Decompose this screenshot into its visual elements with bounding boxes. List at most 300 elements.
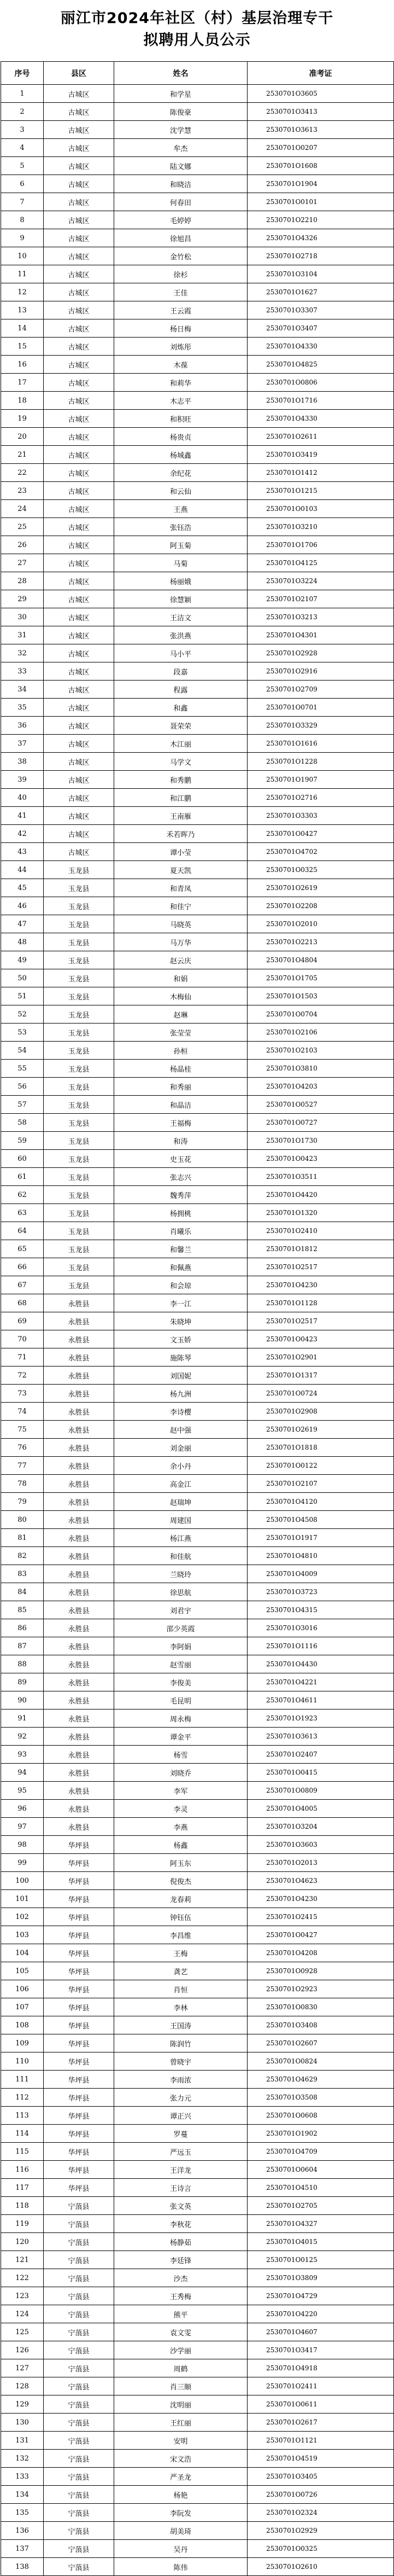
row-index: 105: [1, 1962, 44, 1980]
row-index: 95: [1, 1782, 44, 1800]
row-ticket: 2530701O2705: [248, 2197, 394, 2215]
row-name: 和娟: [114, 969, 248, 987]
row-district: 华坪县: [44, 1890, 114, 1908]
table-row: [1, 1258, 394, 1276]
row-name: 施陈琴: [114, 1348, 248, 1366]
row-name: 王梅: [114, 1944, 248, 1962]
table-row: [1, 121, 394, 139]
row-index: 84: [1, 1583, 44, 1601]
row-ticket: 2530701O4203: [248, 1078, 394, 1096]
table-row: [1, 1547, 394, 1565]
row-district: 古城区: [44, 500, 114, 518]
row-index: 33: [1, 662, 44, 681]
row-district: 玉龙县: [44, 915, 114, 933]
row-district: 华坪县: [44, 1836, 114, 1854]
row-index: 109: [1, 2034, 44, 2052]
table-row: [1, 1024, 394, 1042]
row-district: 华坪县: [44, 1962, 114, 1980]
row-ticket: 2530701O1818: [248, 1439, 394, 1457]
row-name: 谭正兴: [114, 2107, 248, 2125]
row-index: 129: [1, 2395, 44, 2414]
row-ticket: 2530701O4702: [248, 843, 394, 861]
row-name: 严圣龙: [114, 2468, 248, 2486]
row-name: 周永梅: [114, 1709, 248, 1728]
row-ticket: 2530701O1902: [248, 2125, 394, 2143]
row-ticket: 2530701O3307: [248, 301, 394, 319]
row-district: 古城区: [44, 464, 114, 482]
row-district: 古城区: [44, 103, 114, 121]
table-row: [1, 1764, 394, 1782]
row-index: 128: [1, 2377, 44, 2395]
row-district: 古城区: [44, 392, 114, 410]
row-ticket: 2530701O1320: [248, 1204, 394, 1222]
row-name: 肖恒: [114, 1980, 248, 1998]
row-index: 7: [1, 193, 44, 211]
row-name: 王红丽: [114, 2414, 248, 2432]
row-district: 宁蒗县: [44, 2504, 114, 2522]
row-name: 王云霞: [114, 301, 248, 319]
table-row: [1, 211, 394, 229]
table-row: [1, 1998, 394, 2016]
table-row: [1, 1475, 394, 1493]
row-ticket: 2530701O3104: [248, 265, 394, 283]
row-name: 王国涛: [114, 2016, 248, 2034]
row-district: 古城区: [44, 536, 114, 554]
row-district: 玉龙县: [44, 897, 114, 915]
table-row: [1, 1691, 394, 1709]
row-name: 李灵: [114, 1800, 248, 1818]
row-name: 罗蔓: [114, 2125, 248, 2143]
row-district: 玉龙县: [44, 1186, 114, 1204]
table-row: [1, 2341, 394, 2359]
row-district: 永胜县: [44, 1457, 114, 1475]
row-index: 21: [1, 446, 44, 464]
row-name: 杨晶桂: [114, 1060, 248, 1078]
row-index: 58: [1, 1114, 44, 1132]
row-name: 谭小莹: [114, 843, 248, 861]
row-name: 和晶洁: [114, 1096, 248, 1114]
row-name: 马晓英: [114, 915, 248, 933]
row-district: 古城区: [44, 554, 114, 572]
row-district: 玉龙县: [44, 1132, 114, 1150]
row-index: 133: [1, 2468, 44, 2486]
row-district: 宁蒗县: [44, 2522, 114, 2540]
row-ticket: 2530701O3210: [248, 518, 394, 536]
table-row: [1, 1150, 394, 1168]
row-ticket: 2530701O1503: [248, 987, 394, 1005]
table-row: [1, 969, 394, 987]
table-row: [1, 825, 394, 843]
row-name: 周鹤: [114, 2359, 248, 2377]
row-index: 30: [1, 608, 44, 626]
table-row: [1, 1005, 394, 1024]
row-index: 53: [1, 1024, 44, 1042]
row-name: 马菊: [114, 554, 248, 572]
table-row: [1, 789, 394, 807]
row-name: 熊平: [114, 2305, 248, 2323]
table-row: [1, 2052, 394, 2071]
row-district: 玉龙县: [44, 1258, 114, 1276]
row-name: 木江丽: [114, 735, 248, 753]
table-row: [1, 2432, 394, 2450]
table-row: [1, 1312, 394, 1330]
row-ticket: 2530701O1907: [248, 771, 394, 789]
row-district: 永胜县: [44, 1312, 114, 1330]
row-index: 23: [1, 482, 44, 500]
row-ticket: 2530701O2901: [248, 1348, 394, 1366]
row-district: 永胜县: [44, 1673, 114, 1691]
row-name: 肖曦乐: [114, 1222, 248, 1240]
row-ticket: 2530701O0103: [248, 500, 394, 518]
row-ticket: 2530701O0415: [248, 1764, 394, 1782]
row-ticket: 2530701O0704: [248, 1005, 394, 1024]
row-index: 2: [1, 103, 44, 121]
row-index: 63: [1, 1204, 44, 1222]
row-ticket: 2530701O2517: [248, 1312, 394, 1330]
row-index: 17: [1, 374, 44, 392]
table-row: [1, 2179, 394, 2197]
row-index: 99: [1, 1854, 44, 1872]
row-index: 10: [1, 247, 44, 265]
table-row: [1, 283, 394, 301]
table-row: [1, 1493, 394, 1511]
row-ticket: 2530701O4510: [248, 2179, 394, 2197]
row-name: 杨鑫: [114, 1836, 248, 1854]
row-district: 古城区: [44, 374, 114, 392]
row-district: 永胜县: [44, 1403, 114, 1421]
row-index: 125: [1, 2323, 44, 2341]
row-district: 永胜县: [44, 1565, 114, 1583]
row-district: 古城区: [44, 626, 114, 644]
row-index: 59: [1, 1132, 44, 1150]
row-ticket: 2530701O0604: [248, 2161, 394, 2179]
row-name: 木葆: [114, 356, 248, 374]
row-index: 13: [1, 301, 44, 319]
row-name: 高金江: [114, 1475, 248, 1493]
table-row: [1, 1366, 394, 1385]
table-row: [1, 2504, 394, 2522]
row-district: 永胜县: [44, 1800, 114, 1818]
row-index: 98: [1, 1836, 44, 1854]
table-row: [1, 2034, 394, 2052]
row-name: 段嘉: [114, 662, 248, 681]
row-name: 严远玉: [114, 2143, 248, 2161]
row-ticket: 2530701O4221: [248, 1673, 394, 1691]
row-index: 91: [1, 1709, 44, 1728]
row-district: 古城区: [44, 338, 114, 356]
table-row: [1, 338, 394, 356]
row-ticket: 2530701O4804: [248, 951, 394, 969]
row-index: 42: [1, 825, 44, 843]
row-ticket: 2530701O0726: [248, 2486, 394, 2504]
title-line-2: 拟聘用人员公示: [143, 32, 251, 49]
table-row: [1, 644, 394, 662]
row-name: 余小丹: [114, 1457, 248, 1475]
row-ticket: 2530701O0824: [248, 2052, 394, 2071]
row-ticket: 2530701O0608: [248, 2107, 394, 2125]
row-index: 74: [1, 1403, 44, 1421]
row-index: 44: [1, 861, 44, 879]
row-ticket: 2530701O2617: [248, 2414, 394, 2432]
row-ticket: 2530701O3329: [248, 717, 394, 735]
row-ticket: 2530701O2010: [248, 915, 394, 933]
row-ticket: 2530701O0325: [248, 2540, 394, 2558]
table-row: [1, 735, 394, 753]
row-ticket: 2530701O2103: [248, 1042, 394, 1060]
row-district: 永胜县: [44, 1330, 114, 1348]
row-name: 李燕: [114, 1818, 248, 1836]
row-index: 28: [1, 572, 44, 590]
row-name: 沈学慧: [114, 121, 248, 139]
row-ticket: 2530701O0928: [248, 1962, 394, 1980]
row-district: 古城区: [44, 301, 114, 319]
row-district: 永胜县: [44, 1547, 114, 1565]
row-name: 王秀梅: [114, 2287, 248, 2305]
row-district: 古城区: [44, 157, 114, 175]
row-index: 47: [1, 915, 44, 933]
row-district: 古城区: [44, 211, 114, 229]
row-ticket: 2530701O1923: [248, 1709, 394, 1728]
row-district: 永胜县: [44, 1746, 114, 1764]
row-ticket: 2530701O3408: [248, 2016, 394, 2034]
row-district: 永胜县: [44, 1366, 114, 1385]
table-row: [1, 157, 394, 175]
row-name: 李俊美: [114, 1673, 248, 1691]
row-district: 古城区: [44, 283, 114, 301]
row-ticket: 2530701O4629: [248, 2071, 394, 2089]
table-row: [1, 1980, 394, 1998]
row-name: 李阮发: [114, 2504, 248, 2522]
row-ticket: 2530701O3613: [248, 1728, 394, 1746]
row-index: 26: [1, 536, 44, 554]
row-district: 古城区: [44, 428, 114, 446]
row-ticket: 2530701O0830: [248, 1998, 394, 2016]
row-district: 玉龙县: [44, 1204, 114, 1222]
row-index: 88: [1, 1655, 44, 1673]
row-name: 李诗樱: [114, 1403, 248, 1421]
row-ticket: 2530701O3303: [248, 807, 394, 825]
row-district: 玉龙县: [44, 933, 114, 951]
row-ticket: 2530701O3605: [248, 85, 394, 103]
row-name: 张洪燕: [114, 626, 248, 644]
table-row: [1, 247, 394, 265]
row-ticket: 2530701O3419: [248, 446, 394, 464]
row-name: 赵琳: [114, 1005, 248, 1024]
row-district: 古城区: [44, 843, 114, 861]
row-name: 金竹松: [114, 247, 248, 265]
row-ticket: 2530701O4301: [248, 626, 394, 644]
table-row: [1, 933, 394, 951]
row-name: 陈俊豪: [114, 103, 248, 121]
table-row: [1, 1042, 394, 1060]
table-row: [1, 897, 394, 915]
row-index: 45: [1, 879, 44, 897]
row-index: 104: [1, 1944, 44, 1962]
row-index: 54: [1, 1042, 44, 1060]
row-index: 117: [1, 2179, 44, 2197]
row-district: 华坪县: [44, 2089, 114, 2107]
row-name: 和晓洁: [114, 175, 248, 193]
row-ticket: 2530701O1917: [248, 1529, 394, 1547]
row-ticket: 2530701O2407: [248, 1746, 394, 1764]
row-ticket: 2530701O3511: [248, 1168, 394, 1186]
row-ticket: 2530701O2517: [248, 1258, 394, 1276]
row-ticket: 2530701O4508: [248, 1511, 394, 1529]
row-district: 华坪县: [44, 2107, 114, 2125]
row-ticket: 2530701O2929: [248, 2522, 394, 2540]
row-index: 123: [1, 2287, 44, 2305]
row-district: 永胜县: [44, 1764, 114, 1782]
table-row: [1, 2089, 394, 2107]
table-row: [1, 1132, 394, 1150]
row-name: 杨艳: [114, 2486, 248, 2504]
row-index: 48: [1, 933, 44, 951]
table-row: [1, 1060, 394, 1078]
row-name: 杨九洲: [114, 1385, 248, 1403]
table-row: [1, 1836, 394, 1854]
row-district: 宁蒗县: [44, 2486, 114, 2504]
row-ticket: 2530701O0806: [248, 374, 394, 392]
table-row: [1, 301, 394, 319]
table-row: [1, 1709, 394, 1728]
row-ticket: 2530701O2208: [248, 897, 394, 915]
row-ticket: 2530701O3224: [248, 572, 394, 590]
table-row: [1, 1439, 394, 1457]
row-index: 6: [1, 175, 44, 193]
row-district: 永胜县: [44, 1583, 114, 1601]
table-row: [1, 1511, 394, 1529]
row-name: 袁文雯: [114, 2323, 248, 2341]
table-row: [1, 1186, 394, 1204]
row-ticket: 2530701O4326: [248, 229, 394, 247]
table-row: [1, 2016, 394, 2034]
row-index: 60: [1, 1150, 44, 1168]
row-ticket: 2530701O3417: [248, 2341, 394, 2359]
row-name: 李昌维: [114, 1926, 248, 1944]
row-district: 永胜县: [44, 1511, 114, 1529]
row-index: 137: [1, 2540, 44, 2558]
row-ticket: 2530701O1121: [248, 2432, 394, 2450]
row-name: 聂荣荣: [114, 717, 248, 735]
row-name: 兰晓玲: [114, 1565, 248, 1583]
row-name: 孙桓: [114, 1042, 248, 1060]
table-row: [1, 608, 394, 626]
table-row: [1, 2215, 394, 2233]
row-ticket: 2530701O0423: [248, 1150, 394, 1168]
row-district: 宁蒗县: [44, 2468, 114, 2486]
page-title: [0, 0, 394, 59]
row-ticket: 2530701O3603: [248, 1836, 394, 1854]
row-index: 49: [1, 951, 44, 969]
table-row: [1, 319, 394, 338]
table-row: [1, 1529, 394, 1547]
row-district: 宁蒗县: [44, 2233, 114, 2251]
row-ticket: 2530701O4327: [248, 2215, 394, 2233]
table-row: [1, 626, 394, 644]
table-row: [1, 1818, 394, 1836]
row-name: 赵瑞坤: [114, 1493, 248, 1511]
row-index: 79: [1, 1493, 44, 1511]
row-ticket: 2530701O0122: [248, 1457, 394, 1475]
row-ticket: 2530701O0727: [248, 1114, 394, 1132]
row-index: 76: [1, 1439, 44, 1457]
row-ticket: 2530701O1716: [248, 392, 394, 410]
row-name: 王佳: [114, 283, 248, 301]
row-ticket: 2530701O0207: [248, 139, 394, 157]
row-name: 钟钰伍: [114, 1908, 248, 1926]
row-index: 115: [1, 2143, 44, 2161]
row-name: 木梅仙: [114, 987, 248, 1005]
row-name: 杨贵贞: [114, 428, 248, 446]
row-ticket: 2530701O4208: [248, 1944, 394, 1962]
row-index: 22: [1, 464, 44, 482]
row-ticket: 2530701O2611: [248, 428, 394, 446]
row-index: 12: [1, 283, 44, 301]
row-name: 和秀丽: [114, 1078, 248, 1096]
row-district: 华坪县: [44, 1854, 114, 1872]
row-index: 130: [1, 2414, 44, 2432]
row-name: 陆文娜: [114, 157, 248, 175]
row-name: 吴丹: [114, 2540, 248, 2558]
table-row: [1, 554, 394, 572]
row-index: 43: [1, 843, 44, 861]
row-name: 邵少英霞: [114, 1619, 248, 1637]
row-ticket: 2530701O4918: [248, 2359, 394, 2377]
table-row: [1, 1962, 394, 1980]
row-name: 李林: [114, 1998, 248, 2016]
row-name: 谭金平: [114, 1728, 248, 1746]
row-ticket: 2530701O4330: [248, 338, 394, 356]
row-name: 和馨兰: [114, 1240, 248, 1258]
row-name: 木志平: [114, 392, 248, 410]
row-ticket: 2530701O1705: [248, 969, 394, 987]
row-name: 杨江燕: [114, 1529, 248, 1547]
row-name: 陈润竹: [114, 2034, 248, 2052]
row-index: 112: [1, 2089, 44, 2107]
candidate-table: [1, 61, 394, 2576]
row-name: 李阿娟: [114, 1637, 248, 1655]
table-row: [1, 229, 394, 247]
row-index: 18: [1, 392, 44, 410]
row-district: 华坪县: [44, 2179, 114, 2197]
row-ticket: 2530701O4420: [248, 1186, 394, 1204]
table-row: [1, 2359, 394, 2377]
row-name: 和学星: [114, 85, 248, 103]
row-district: 玉龙县: [44, 1042, 114, 1060]
row-index: 101: [1, 1890, 44, 1908]
table-row: [1, 807, 394, 825]
row-ticket: 2530701O2619: [248, 1421, 394, 1439]
row-index: 107: [1, 1998, 44, 2016]
row-name: 李一江: [114, 1294, 248, 1312]
table-row: [1, 771, 394, 789]
row-index: 20: [1, 428, 44, 446]
row-ticket: 2530701O2619: [248, 879, 394, 897]
row-district: 玉龙县: [44, 1222, 114, 1240]
row-name: 马学文: [114, 753, 248, 771]
row-name: 李廷锋: [114, 2251, 248, 2269]
row-district: 古城区: [44, 121, 114, 139]
row-name: 和青凤: [114, 879, 248, 897]
row-ticket: 2530701O4120: [248, 1493, 394, 1511]
row-index: 35: [1, 699, 44, 717]
row-ticket: 2530701O2210: [248, 211, 394, 229]
row-name: 杨城鑫: [114, 446, 248, 464]
row-district: 华坪县: [44, 2125, 114, 2143]
row-ticket: 2530701O1116: [248, 1637, 394, 1655]
row-district: 永胜县: [44, 1728, 114, 1746]
row-index: 116: [1, 2161, 44, 2179]
